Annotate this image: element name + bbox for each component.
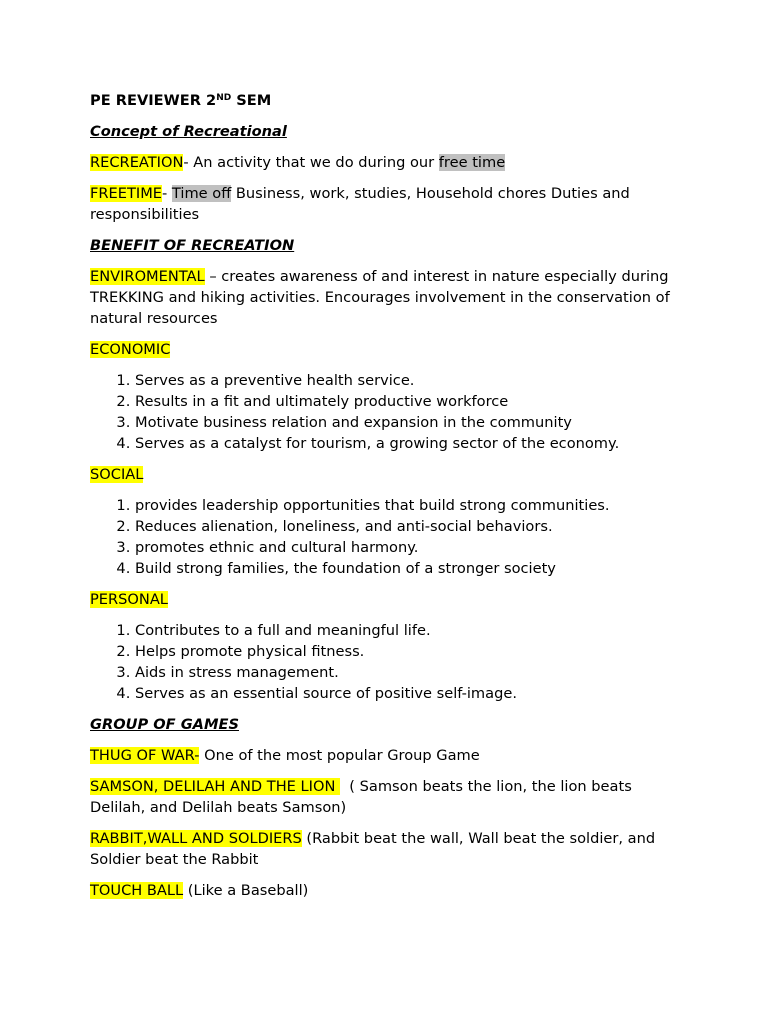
recreation-definition (90, 152, 690, 173)
freetime-text: Business, work, studies, Household chores Duties and responsibilities (90, 185, 630, 223)
list-item: 1. Contributes to a full and meaningful life. (135, 620, 690, 641)
title-superscript: ND (216, 93, 232, 103)
freetime-definition (90, 183, 690, 225)
list-item: 2. Reduces alienation, loneliness, and anti-social behaviors. (135, 516, 690, 537)
list-item: 1. Serves as a preventive health service. (135, 370, 690, 391)
personal-list (90, 620, 690, 704)
page-title (90, 90, 690, 111)
game-entry (90, 745, 690, 766)
benefit-heading: BENEFIT OF RECREATION (90, 237, 295, 254)
game-term: TOUCH BALL (90, 882, 184, 899)
list-item: 3. promotes ethnic and cultural harmony. (135, 537, 690, 558)
game-term: SAMSON, DELILAH AND THE LION (90, 778, 341, 795)
environmental-paragraph (90, 266, 690, 329)
freetime-highlight: Time off (171, 185, 232, 202)
recreation-highlight: free time (438, 154, 506, 171)
freetime-term: FREETIME (90, 185, 163, 202)
game-description: One of the most popular Group Game (199, 747, 480, 764)
personal-section-label (90, 589, 690, 610)
list-item: 4. Serves as a catalyst for tourism, a growing sector of the economy. (135, 433, 690, 454)
personal-term: PERSONAL (90, 591, 168, 608)
economic-section-label (90, 339, 690, 360)
economic-term: ECONOMIC (90, 341, 171, 358)
games-heading: GROUP OF GAMES (90, 716, 239, 733)
game-description: ( Samson beats the lion, the lion beats Delilah, and Delilah beats Samson) (90, 778, 637, 816)
list-item: 3. Motivate business relation and expansion in the community (135, 412, 690, 433)
recreation-text: - An activity that we do during our (183, 154, 439, 171)
social-term: SOCIAL (90, 466, 144, 483)
recreation-term: RECREATION (90, 154, 184, 171)
game-description: (Like a Baseball) (183, 882, 309, 899)
social-list (90, 495, 690, 579)
game-entry (90, 776, 690, 818)
list-item: 2. Results in a fit and ultimately productive workforce (135, 391, 690, 412)
economic-list (90, 370, 690, 454)
game-term: RABBIT,WALL AND SOLDIERS (90, 830, 302, 847)
game-entry (90, 828, 690, 870)
game-description: (Rabbit beat the wall, Wall beat the soldier, and Soldier beat the Rabbit (90, 830, 656, 868)
list-item: 3. Aids in stress management. (135, 662, 690, 683)
game-term: THUG OF WAR- (90, 747, 200, 764)
game-entry (90, 880, 690, 901)
list-item: 4. Serves as an essential source of positive self-image. (135, 683, 690, 704)
freetime-dash: - (162, 185, 172, 202)
social-section-label (90, 464, 690, 485)
environmental-term: ENVIROMENTAL (90, 268, 205, 285)
list-item: 2. Helps promote physical fitness. (135, 641, 690, 662)
list-item: 4. Build strong families, the foundation of a stronger society (135, 558, 690, 579)
environmental-text: – creates awareness of and interest in nature especially during TREKKING and hiking activities. Encourages involvement in the conservation of natural resources (90, 268, 670, 327)
title-suffix: SEM (231, 92, 272, 109)
list-item: 1. provides leadership opportunities that build strong communities. (135, 495, 690, 516)
document-page (90, 90, 690, 911)
title-prefix: PE REVIEWER 2 (90, 92, 217, 109)
concept-heading: Concept of Recreational (90, 123, 287, 140)
